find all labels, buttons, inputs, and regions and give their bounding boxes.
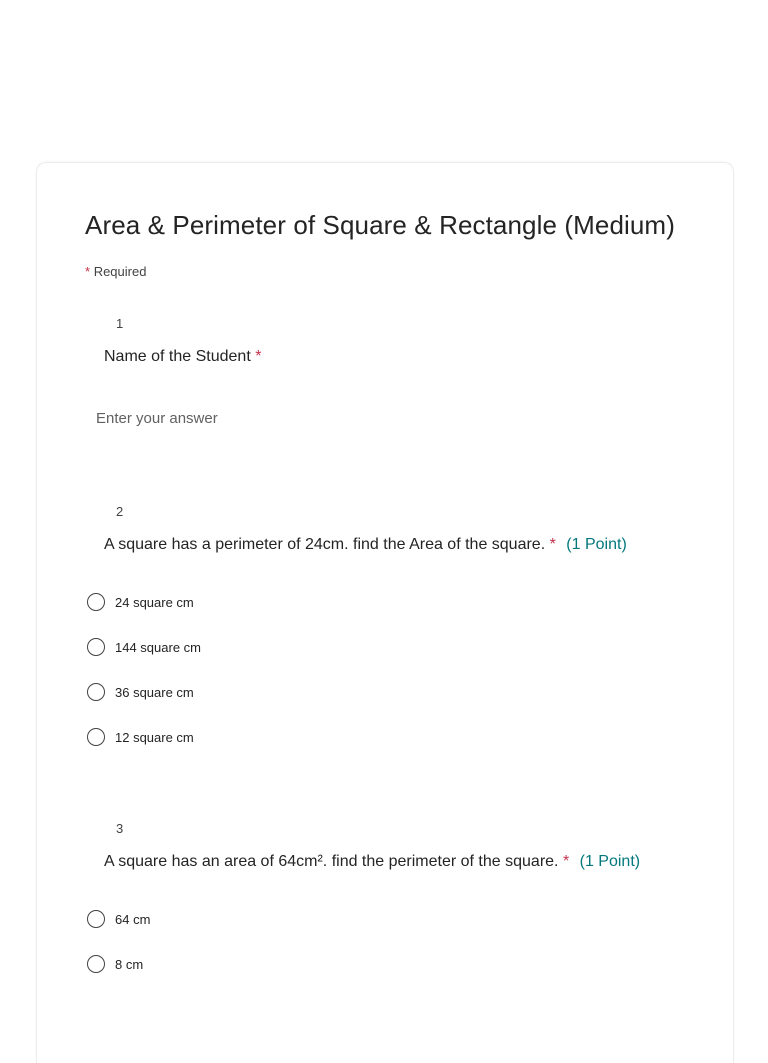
option-label: 144 square cm: [115, 639, 201, 655]
radio-button[interactable]: [87, 728, 105, 746]
option-label: 64 cm: [115, 911, 151, 927]
question-2-option-2[interactable]: [87, 636, 201, 658]
question-1-text: [104, 348, 261, 366]
question-3-option-1[interactable]: [87, 908, 150, 930]
question-1-required-asterisk: *: [255, 348, 262, 365]
question-3-number: 3: [116, 821, 124, 836]
question-2-option-4[interactable]: [87, 726, 194, 748]
question-2-option-1[interactable]: [87, 591, 194, 613]
required-asterisk: *: [85, 264, 91, 279]
option-label: 24 square cm: [115, 594, 194, 610]
question-2-points: (1 Point): [566, 536, 627, 553]
radio-button[interactable]: [87, 683, 105, 701]
student-name-input[interactable]: [88, 400, 696, 436]
question-2-text: [104, 536, 627, 554]
option-label: 8 cm: [115, 956, 144, 972]
radio-button[interactable]: [87, 593, 105, 611]
radio-button[interactable]: [87, 910, 105, 928]
radio-button[interactable]: [87, 955, 105, 973]
question-3-label: A square has an area of 64cm². find the perimeter of the square.: [104, 853, 559, 870]
form-title: Area & Perimeter of Square & Rectangle (Medium): [85, 210, 675, 240]
radio-button[interactable]: [87, 638, 105, 656]
option-label: 36 square cm: [115, 684, 194, 700]
question-3-points: (1 Point): [579, 853, 641, 870]
question-3-text: [104, 853, 640, 871]
question-2-option-3[interactable]: [87, 681, 194, 703]
question-3-required-asterisk: *: [562, 853, 570, 870]
question-1-label: Name of the Student: [104, 348, 251, 365]
question-1-number: 1: [116, 316, 124, 331]
question-2-required-asterisk: *: [549, 536, 556, 553]
required-note: [85, 264, 146, 279]
question-2-label: A square has a perimeter of 24cm. find the Area of the square.: [104, 536, 546, 553]
required-label: Required: [93, 264, 147, 279]
question-3-option-2[interactable]: [87, 953, 143, 975]
option-label: 12 square cm: [115, 729, 194, 745]
question-2-number: 2: [116, 504, 124, 519]
